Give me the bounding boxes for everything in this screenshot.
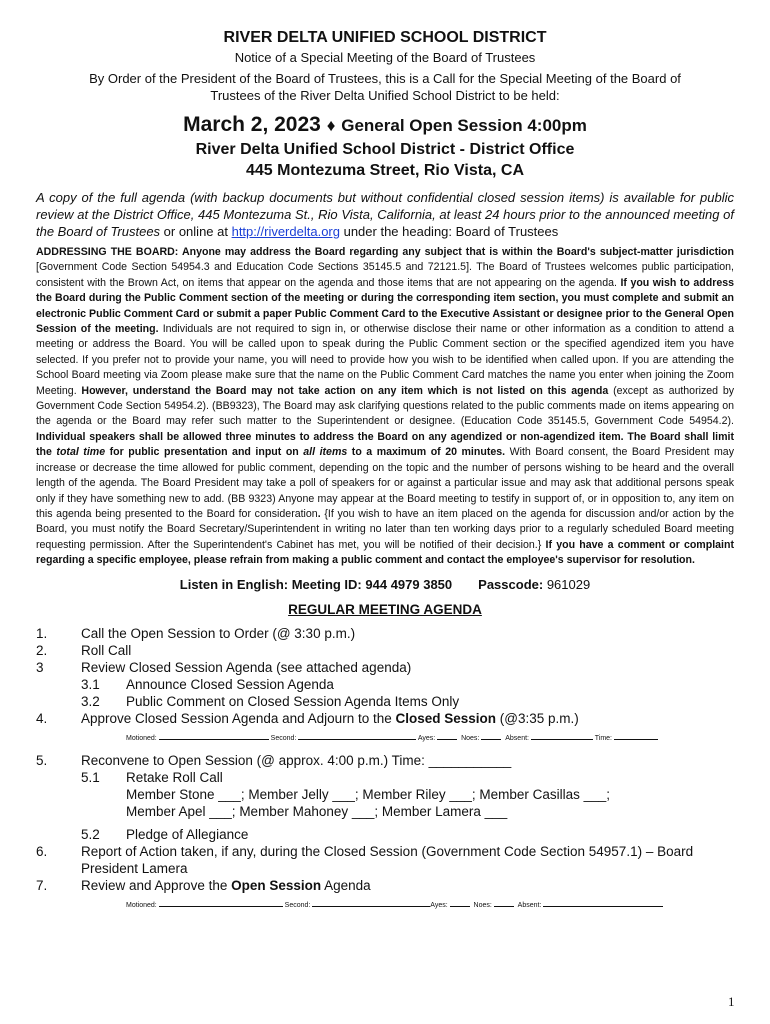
agenda-item-5: 5. Reconvene to Open Session (@ approx. 4:00 p.m.) Time: ___________ (36, 752, 512, 768)
agenda-item-7: 7. Review and Approve the Open Session Agenda (36, 877, 371, 893)
document-page (36, 28, 734, 919)
meeting-date: March 2, 2023 (183, 113, 321, 136)
agenda-item-3: 3 Review Closed Session Agenda (see attached agenda) (36, 659, 412, 675)
agenda-heading: REGULAR MEETING AGENDA (288, 601, 482, 617)
passcode: 961029 (546, 576, 591, 592)
motion-record-line-2: Motioned: Second: Ayes: Noes: Absent: (36, 899, 734, 911)
roll-call-line-1: Member Stone ___; Member Jelly ___; Member Riley ___; Member Casillas ___; (126, 786, 610, 802)
roll-call-line-2: Member Apel ___; Member Mahoney ___; Member Lamera ___ (126, 803, 508, 819)
meeting-address: 445 Montezuma Street, Rio Vista, CA (246, 162, 524, 179)
agenda-item-3-2: 3.2 Public Comment on Closed Session Agenda Items Only (81, 693, 460, 709)
agenda-item-3-1: 3.1 Announce Closed Session Agenda (81, 676, 334, 692)
addressing-the-board-paragraph: ADDRESSING THE BOARD: Anyone may address the Board regarding any subject that is within the Board's subject-matter jurisdiction [Government Code Section 54954.3 and Education Code Sections 35145.5 and 72121.5]. The Board of Trustees welcomes public participation, consistent with the Brown Act, on items that appear on the agenda and those items that are not appearing on the agenda. If you wish to address the Board during the Public Comment section of the meeting or during the corresponding item section, you must complete and submit an electronic Public Comment Card or submit a paper Public Comment Card to the Executive Assistant or designee prior to the General Open Session of the meeting. Individuals are not required to sign in, or otherwise disclose their name or other information as a condition to attend a meeting or address the Board. You will be called upon to speak during the Public Comment section or the specified agendized item you have selected. If you prefer not to provide your name, you will need to provide how you wish to be identified when called upon. If you are attending the School Board meeting via Zoom please make sure that the name on the Public Comment Card matches the name you enter when joining the Zoom Meeting. However, understand the Board may not take action on any item which is not listed on this agenda (except as authorized by Government Code Section 54954.2). (BB9323), The Board may ask clarifying questions related to the public comments made on items appearing on the agenda or the Board may refer such matter to the Superintendent or designee. (Education Code 35145.5, Government Code 54954.2). Individual speakers shall be allowed three minutes to address the Board on any agendized or non-agendized item. The Board shall limit the total time for public presentation and input on all items to a maximum of 20 minutes. With Board consent, the Board President may increase or decrease the time allowed for public comment, depending on the topic and the number of persons wishing to be heard and the overall length of the agenda. The Board President may take a poll of speakers for or against a particular issue and may ask that additional persons speak only if they have something new to add. (BB 9323) Anyone may appear at the Board meeting to testify in support of, or in opposition to, any item on this agenda being presented to the Board for consideration. {If you wish to have an item placed on the agenda for discussion and/or action by the Board, you must notify the Board Secretary/Superintendent in writing no later than ten working days prior to a regularly scheduled Board meeting requesting permission. After the Superintendent's Cabinet has met, you will be notified of their decision.} If you have a comment or complaint regarding a specific employee, please refrain from making a public comment and contact the employee's supervisor for resolution. (36, 246, 735, 567)
agenda-item-6: 6. Report of Action taken, if any, during the Closed Session (Government Code Section 54957.1) – Board President Lamera (36, 843, 694, 876)
session-time: General Open Session 4:00pm (341, 116, 587, 135)
order-statement: By Order of the President of the Board of Trustees, this is a Call for the Special Meeting of the Board of Trustees of the River Delta Unified School District to be held: (89, 71, 681, 103)
notice-subtitle: Notice of a Special Meeting of the Board of Trustees (234, 50, 536, 65)
agenda-item-2: 2. Roll Call (36, 642, 132, 658)
motion-record-line-1: Motioned: Second: Ayes: Noes: Absent: Time: (36, 732, 734, 744)
meeting-location: River Delta Unified School District - District Office (195, 141, 575, 158)
agenda-item-1: 1. Call the Open Session to Order (@ 3:30 p.m.) (36, 625, 356, 641)
agenda-availability-notice: A copy of the full agenda (with backup documents but without confidential closed session items) is available for public review at the District Office, 445 Montezuma St., Rio Vista, California, at least 24 hours prior to the announced meeting of the Board of Trustees or online at http://riverdelta.org under the heading: Board of Trustees (36, 190, 734, 239)
agenda-item-4: 4. Approve Closed Session Agenda and Adjourn to the Closed Session (@3:35 p.m.) (36, 710, 579, 726)
agenda-item-5-1: 5.1 Retake Roll Call (81, 769, 223, 785)
meeting-date-line (36, 112, 734, 139)
page-number: 1 (728, 994, 735, 1009)
diamond-separator: ♦ (326, 116, 336, 135)
district-website-link[interactable]: http://riverdelta.org (231, 224, 340, 239)
zoom-listen-info: Listen in English: Meeting ID: 944 4979 3850 Passcode: 961029 (179, 576, 591, 592)
agenda-item-5-2: 5.2 Pledge of Allegiance (81, 826, 249, 842)
district-title: RIVER DELTA UNIFIED SCHOOL DISTRICT (223, 29, 547, 46)
meeting-id: 944 4979 3850 (365, 576, 453, 592)
